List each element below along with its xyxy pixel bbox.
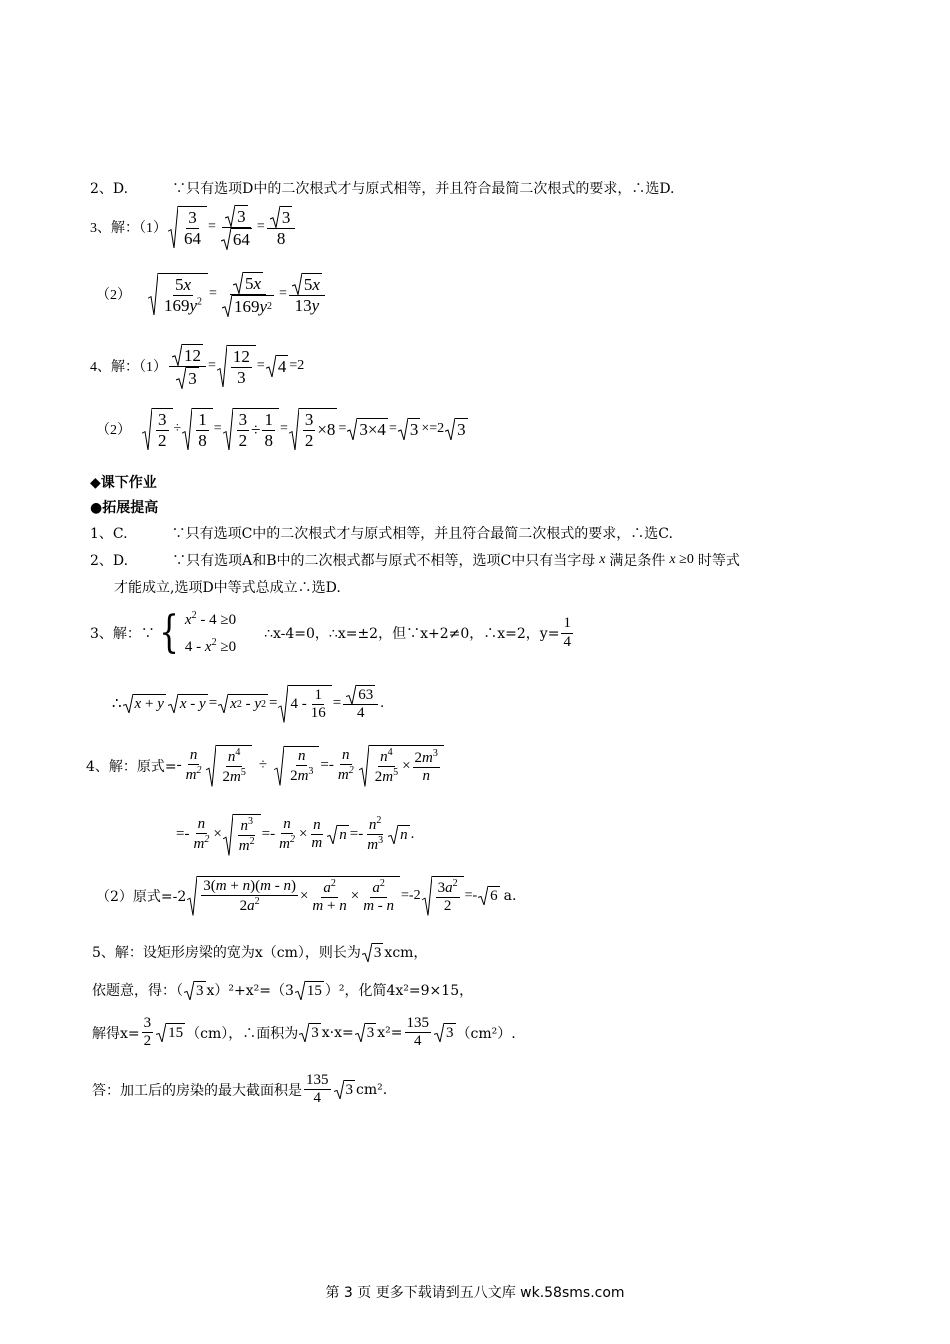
ext-answer-5-line3: 解得x= $\frac{3}{2}$ 15 （cm），∴面积为 3 x·x= 3 x²= $\frac{135}{4}$ 3 （cm²）. [92,1015,516,1050]
ext-answer-4-part2: （2）原式=-2 $\frac{3(m + n)(m - n)}{2a^2}$ × $\frac{a^2}{m + n}$ × $\frac{a^2}{m - n}$ =-2 $\frac{3a^2}{2}$ =- 6 a. [96,878,517,915]
ext-answer-2-d: 2、D. ∵只有选项A和B中的二次根式都与原式不相等，选项C中只有当字母 x 满足条件 x ≥0 时等式 [90,552,740,569]
ext-answer-3: 3、解：∵ { $x^2 - 4 \ge 0$ $4 - x^2 \ge 0$ ∴x-4=0，∴x=±2，但∵x+2≠0，∴x=2，y= $\frac{1}{4}$ [90,607,571,658]
ext-answer-1-c: 1、C. ∵只有选项C中的二次根式才与原式相等，并且符合最简二次根式的要求，∴选C. [90,526,673,542]
answer-4-part1: 4、解：（1） $\frac{12}{3}$ = $\frac{12}{3}$ = 4 =2 [90,344,304,389]
answer-3-part2: （2） $\frac{5x}{169y^2}$ = 5 x 169 y 2 = 5 x 13y [96,272,327,317]
ext-answer-4-line2: =- $\frac{n}{m^2}$ × $\frac{n^3}{m^2}$ =- $\frac{n}{m^2}$ × $\frac{n}{m}$ n =- $\frac{n^2}{m^3}$ n . [176,815,415,855]
ext-answer-4-line1: 4、解：原式= - $\frac{n}{m^2}$ $\frac{n^4}{2m^5}$ ÷ $\frac{n}{2m^3}$ =- $\frac{n}{m^2}$ $\frac{n^4}{2m^5}$ × $\frac{2m^3}{n}$ [86,745,445,787]
answer-3-part1: 3、解：（1） $\frac{3}{64}$ = $\frac{3}{64}$ = $\frac{3}{8}$ [90,205,297,250]
heading-homework: ◆课下作业 [90,475,157,491]
ext-answer-5-line1: 5、解：设矩形房梁的宽为x（cm），则长为 3 xcm， [92,944,428,961]
ext-answer-5-conclusion: 答：加工后的房染的最大截面积是 $\frac{135}{4}$ 3 cm². [92,1072,388,1107]
heading-extension: ●拓展提高 [90,500,159,516]
answer-4-part2: （2） $\frac{3}{2}$ ÷ $\frac{1}{8}$ = $\frac{3}{2}$ ÷ $\frac{1}{8}$ = $\frac{3}{2}$ ×8 = 3×4 = 3 ×=2 3 [96,410,466,450]
ext-answer-3-result: ∴ x + y x - y = x 2 - y 2 = 4 - $\frac{1}{16}$ = $\frac{63}{4}$ . [112,687,384,722]
answer-2-d: 2、D. ∵只有选项D中的二次根式才与原式相等，并且符合最简二次根式的要求，∴选D. [90,181,675,197]
page-footer: 第 3 页 更多下载请到五八文库 wk.58sms.com [325,1285,625,1301]
ext-answer-5-line2: 依题意，得：（ 3 x）²+x²=（3 15 ）²，化简4x²=9×15， [92,982,474,999]
ext-answer-2-cont: 才能成立,选项D中等式总成立∴选D. [114,580,341,596]
